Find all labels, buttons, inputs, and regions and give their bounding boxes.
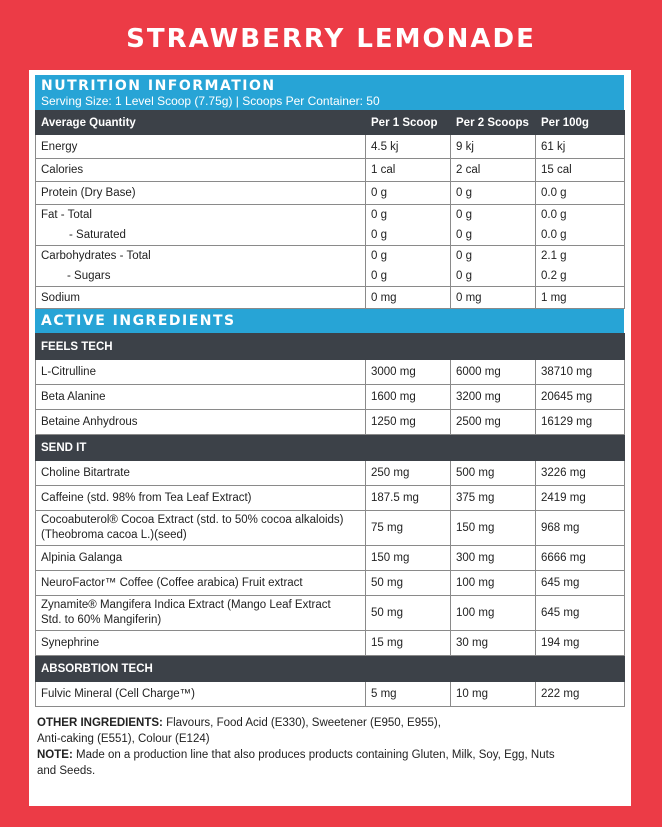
table-row: [36, 461, 625, 486]
cell: 6666 mg: [536, 546, 625, 571]
col-header: Average Quantity: [36, 111, 366, 135]
cell: 150 mg: [366, 546, 451, 571]
footer-notes: [35, 715, 624, 779]
cell: 1250 mg: [366, 410, 451, 435]
cell: 5 mg: [366, 682, 451, 707]
value: 0.2 g: [541, 270, 567, 282]
cell: Sodium: [36, 287, 366, 309]
nutrition-header-row: [36, 111, 625, 135]
note-text: Made on a production line that also produces products containing Gluten, Milk, Soy, Egg, Nuts: [75, 749, 555, 761]
cell: Beta Alanine: [36, 385, 366, 410]
cell: Choline Bitartrate: [36, 461, 366, 486]
cell: 38710 mg: [536, 360, 625, 385]
nutrition-table: [35, 110, 625, 309]
cell: [36, 246, 366, 287]
section-label: SEND IT: [36, 435, 625, 461]
cell: 15 mg: [366, 631, 451, 656]
cell: [451, 246, 536, 287]
cell: Protein (Dry Base): [36, 182, 366, 205]
fat-saturated-label: - Saturated: [69, 229, 126, 241]
other-ingredients-text: Flavours, Food Acid (E330), Sweetener (E950, E955),: [166, 717, 441, 729]
cell: 1 mg: [536, 287, 625, 309]
nutrition-heading: NUTRITION INFORMATION: [41, 78, 276, 94]
cell: 50 mg: [366, 571, 451, 596]
cell: 4.5 kj: [366, 135, 451, 159]
sugars-label: - Sugars: [67, 270, 111, 282]
fat-total-label: Fat - Total: [41, 209, 92, 221]
table-row: [36, 360, 625, 385]
value: 0 g: [456, 270, 472, 282]
table-row-carbs: [36, 246, 625, 287]
cell: 500 mg: [451, 461, 536, 486]
table-row: [36, 631, 625, 656]
cell: 20645 mg: [536, 385, 625, 410]
cell: 1600 mg: [366, 385, 451, 410]
value: 0 g: [371, 270, 387, 282]
cell: [536, 205, 625, 246]
table-row: [36, 159, 625, 182]
col-header: Per 2 Scoops: [451, 111, 536, 135]
table-row-fat: [36, 205, 625, 246]
other-ingredients-text-2: Anti-caking (E551), Colour (E124): [37, 733, 210, 745]
value: 0.0 g: [541, 209, 567, 221]
note-text-2: and Seeds.: [37, 765, 96, 777]
active-ingredients-heading: ACTIVE INGREDIENTS: [35, 309, 624, 333]
cell: 0.0 g: [536, 182, 625, 205]
serving-size: Serving Size: 1 Level Scoop (7.75g) | Scoops Per Container: 50: [41, 94, 380, 108]
cocoa-line-1: Cocoabuterol® Cocoa Extract (std. to 50% cocoa alkaloids): [41, 514, 344, 526]
table-row: [36, 385, 625, 410]
cell: 30 mg: [451, 631, 536, 656]
zynamite-line-1: Zynamite® Mangifera Indica Extract (Mango Leaf Extract: [41, 599, 331, 611]
cell: 2 cal: [451, 159, 536, 182]
carbs-total-label: Carbohydrates - Total: [41, 250, 151, 262]
cell: 194 mg: [536, 631, 625, 656]
value: 0 g: [456, 250, 472, 262]
cell: Calories: [36, 159, 366, 182]
section-row-send-it: [36, 435, 625, 461]
cell: NeuroFactor™ Coffee (Coffee arabica) Fruit extract: [36, 571, 366, 596]
table-row: [36, 410, 625, 435]
table-row: [36, 596, 625, 631]
other-ingredients-label: OTHER INGREDIENTS:: [37, 717, 163, 729]
cell: 645 mg: [536, 596, 625, 631]
cell: Fulvic Mineral (Cell Charge™): [36, 682, 366, 707]
cell: Synephrine: [36, 631, 366, 656]
cell: [366, 246, 451, 287]
table-row: [36, 135, 625, 159]
table-row: [36, 287, 625, 309]
cell: 968 mg: [536, 511, 625, 546]
cell: 187.5 mg: [366, 486, 451, 511]
section-row-absorbtion-tech: [36, 656, 625, 682]
cell: [36, 596, 366, 631]
cell: 6000 mg: [451, 360, 536, 385]
cell: Caffeine (std. 98% from Tea Leaf Extract): [36, 486, 366, 511]
label-panel: [29, 70, 631, 806]
cell: 61 kj: [536, 135, 625, 159]
cell: 375 mg: [451, 486, 536, 511]
value: 0 g: [371, 250, 387, 262]
cell: 100 mg: [451, 571, 536, 596]
cell: Energy: [36, 135, 366, 159]
cell: 2500 mg: [451, 410, 536, 435]
cell: 2419 mg: [536, 486, 625, 511]
table-row: [36, 486, 625, 511]
zynamite-line-2: Std. to 60% Mangiferin): [41, 614, 162, 626]
table-row: [36, 571, 625, 596]
cell: Betaine Anhydrous: [36, 410, 366, 435]
section-label: ABSORBTION TECH: [36, 656, 625, 682]
cell: 0 g: [366, 182, 451, 205]
cell: 0 mg: [366, 287, 451, 309]
cell: Alpinia Galanga: [36, 546, 366, 571]
cell: 3200 mg: [451, 385, 536, 410]
cell: 10 mg: [451, 682, 536, 707]
col-header: Per 1 Scoop: [366, 111, 451, 135]
value: 0 g: [371, 209, 387, 221]
cell: 645 mg: [536, 571, 625, 596]
allergen-note: [37, 747, 624, 763]
cell: 150 mg: [451, 511, 536, 546]
note-label: NOTE:: [37, 749, 73, 761]
value: 0.0 g: [541, 229, 567, 241]
active-ingredients-table: [35, 333, 625, 707]
cell: [36, 205, 366, 246]
nutrition-header: [35, 75, 624, 110]
table-row: [36, 546, 625, 571]
cell: 3226 mg: [536, 461, 625, 486]
other-ingredients: [37, 715, 624, 731]
value: 0 g: [456, 209, 472, 221]
section-row-feels-tech: [36, 334, 625, 360]
cell: [366, 205, 451, 246]
cell: 3000 mg: [366, 360, 451, 385]
cell: [451, 205, 536, 246]
cell: [536, 246, 625, 287]
cell: L-Citrulline: [36, 360, 366, 385]
cell: 0 mg: [451, 287, 536, 309]
product-title: STRAWBERRY LEMONADE: [126, 24, 536, 54]
cell: 75 mg: [366, 511, 451, 546]
cell: 100 mg: [451, 596, 536, 631]
cell: 15 cal: [536, 159, 625, 182]
section-label: FEELS TECH: [36, 334, 625, 360]
value: 0 g: [456, 229, 472, 241]
table-row: [36, 511, 625, 546]
cell: 250 mg: [366, 461, 451, 486]
cell: 222 mg: [536, 682, 625, 707]
cell: 1 cal: [366, 159, 451, 182]
table-row: [36, 682, 625, 707]
value: 2.1 g: [541, 250, 567, 262]
cell: 9 kj: [451, 135, 536, 159]
cell: 300 mg: [451, 546, 536, 571]
nutrition-label: [35, 75, 624, 779]
cell: 50 mg: [366, 596, 451, 631]
cell: 16129 mg: [536, 410, 625, 435]
cell: 0 g: [451, 182, 536, 205]
cell: [36, 511, 366, 546]
cocoa-line-2: (Theobroma cacoa L.)(seed): [41, 529, 187, 541]
value: 0 g: [371, 229, 387, 241]
table-row: [36, 182, 625, 205]
col-header: Per 100g: [536, 111, 625, 135]
